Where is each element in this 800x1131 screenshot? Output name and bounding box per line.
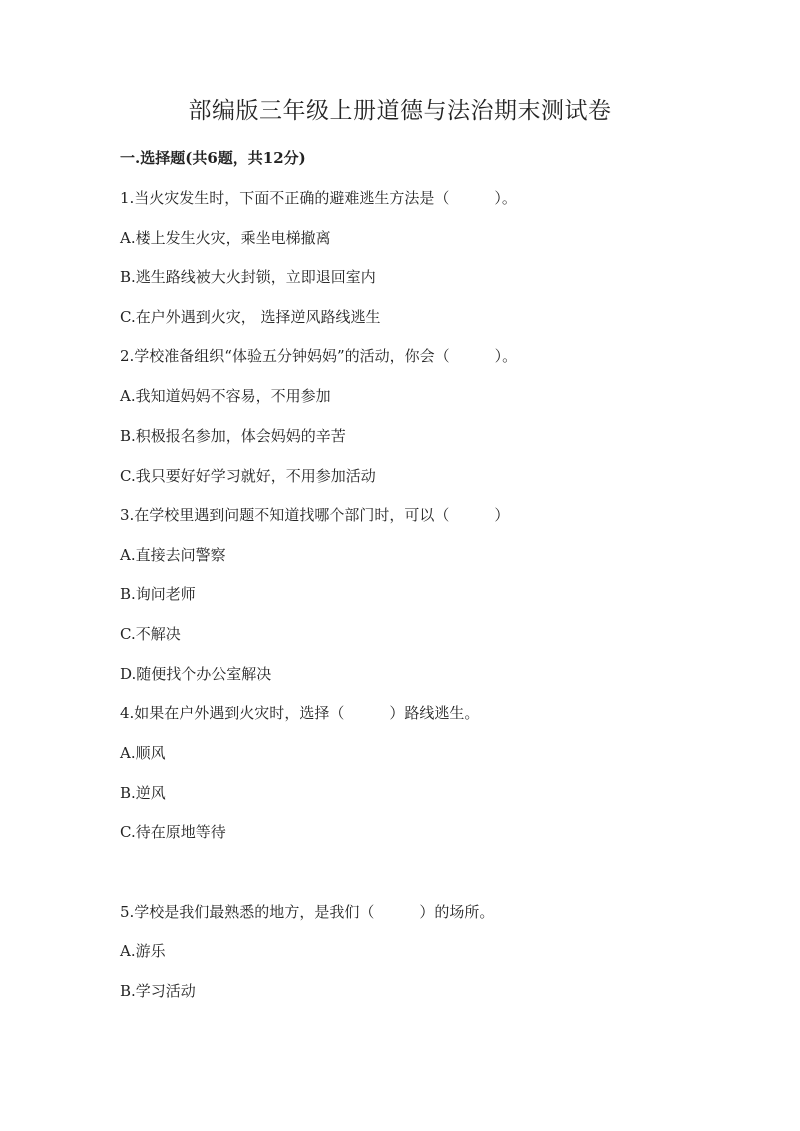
question-1-stem: 1.当火灾发生时，下面不正确的避难逃生方法是（ ）。 — [120, 189, 517, 207]
question-4-stem: 4.如果在户外遇到火灾时，选择（ ）路线逃生。 — [120, 704, 480, 722]
question-2-option-b: B.积极报名参加，体会妈妈的辛苦 — [120, 427, 346, 445]
question-1-option-a: A.楼上发生火灾，乘坐电梯撤离 — [120, 229, 331, 247]
question-4-option-b: B.逆风 — [120, 784, 166, 802]
question-3-option-a: A.直接去问警察 — [120, 546, 226, 564]
question-3-stem: 3.在学校里遇到问题不知道找哪个部门时，可以（ ） — [120, 506, 510, 524]
question-5-option-b: B.学习活动 — [120, 982, 196, 1000]
question-1-option-c: C.在户外遇到火灾， 选择逆风路线逃生 — [120, 308, 381, 326]
question-5-option-a: A.游乐 — [120, 942, 166, 960]
question-2-stem: 2.学校准备组织“体验五分钟妈妈”的活动，你会（ ）。 — [120, 347, 518, 365]
section-heading: 一.选择题(共6题，共12分) — [120, 149, 306, 167]
page-title: 部编版三年级上册道德与法治期末测试卷 — [188, 98, 612, 124]
question-4-option-c: C.待在原地等待 — [120, 823, 226, 841]
question-3-option-c: C.不解决 — [120, 625, 181, 643]
question-3-option-b: B.询问老师 — [120, 585, 196, 603]
question-5-stem: 5.学校是我们最熟悉的地方，是我们（ ）的场所。 — [120, 903, 495, 921]
question-3-option-d: D.随便找个办公室解决 — [120, 665, 272, 683]
question-4-option-a: A.顺风 — [120, 744, 166, 762]
question-1-option-b: B.逃生路线被大火封锁，立即退回室内 — [120, 268, 376, 286]
question-2-option-a: A.我知道妈妈不容易，不用参加 — [120, 387, 331, 405]
question-2-option-c: C.我只要好好学习就好，不用参加活动 — [120, 467, 376, 485]
